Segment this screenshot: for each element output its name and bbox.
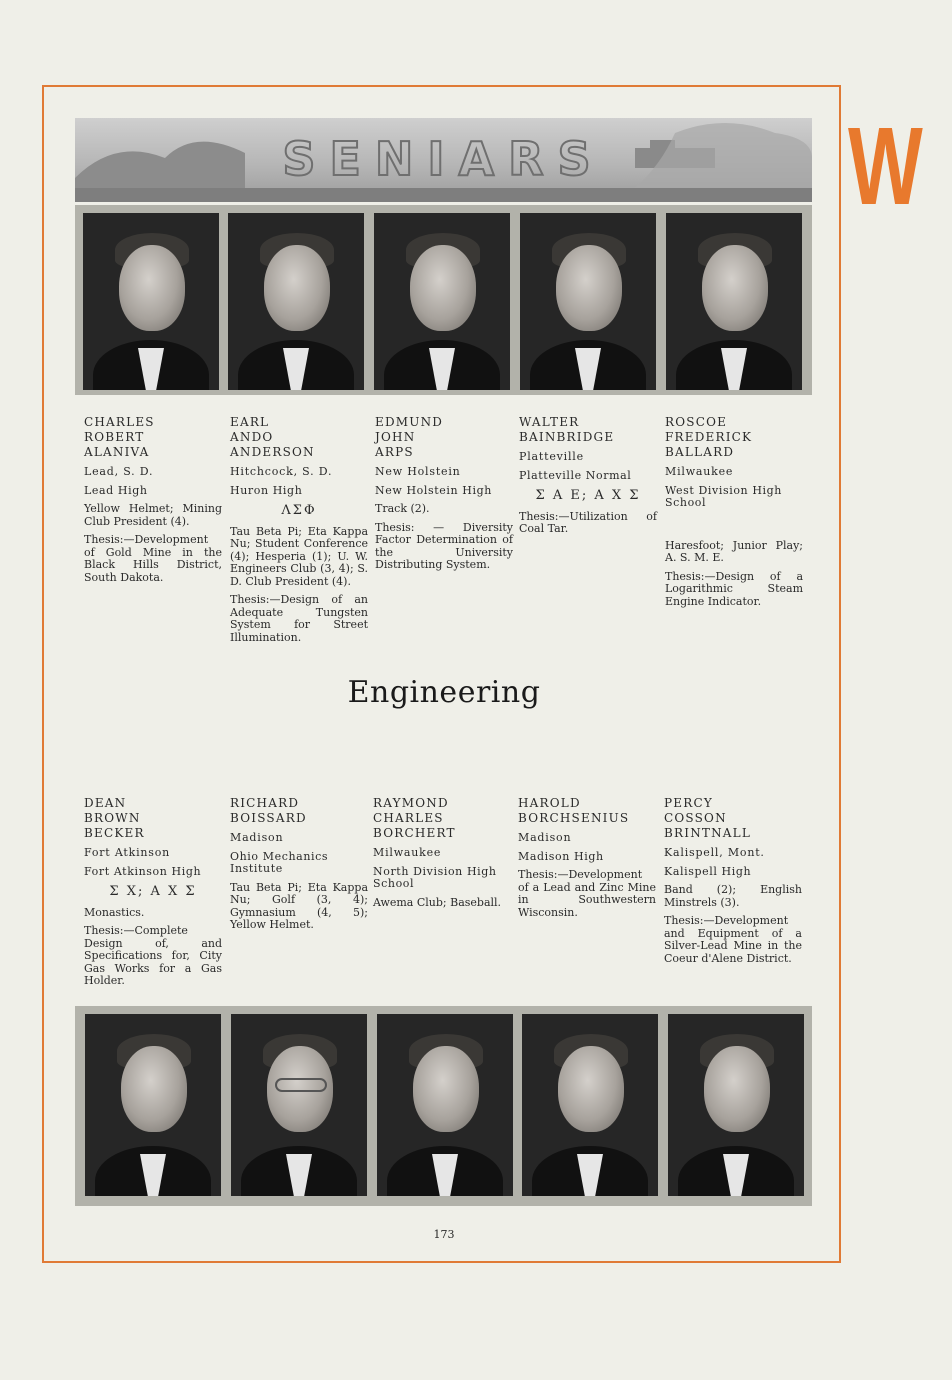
portrait-anderson (228, 213, 364, 390)
high-school: North Division High School (373, 864, 497, 890)
thesis: Thesis:—Complete Design of, and Specifications for, City Gas Works for a Gas Holder. (84, 924, 222, 987)
name-line: BAINBRIDGE (519, 430, 615, 444)
high-school: Huron High (230, 483, 303, 497)
bio-becker (84, 796, 222, 994)
portrait-alaniva (83, 213, 219, 390)
side-letter: W (848, 105, 923, 228)
hometown: Milwaukee (665, 465, 734, 478)
name-line: FREDERICK (665, 430, 753, 444)
bio-alaniva (84, 415, 222, 590)
thesis: Thesis:—Utilization of Coal Tar. (519, 509, 657, 535)
hometown: Lead, S. D. (84, 465, 154, 478)
name-line: WALTER (519, 415, 580, 429)
name-line: BORCHERT (373, 826, 456, 840)
bio-anderson (230, 415, 368, 650)
name-line: BORCHSENIUS (518, 811, 630, 825)
name-line: ARPS (375, 445, 414, 459)
portrait-arps (374, 213, 510, 390)
page-number: 173 (433, 1228, 455, 1241)
thesis: Thesis:—Development and Equipment of a Silver-Lead Mine in the Coeur d'Alene District. (664, 914, 802, 965)
activities: Tau Beta Pi; Eta Kappa Nu; Student Conference (4); Hesperia (1); U. W. Engineers Club (3, 4); S. D. Club President (4). (230, 524, 368, 588)
name-line: ROBERT (84, 430, 145, 444)
activities: Band (2); English Minstrels (3). (664, 883, 802, 909)
greek-letters: Σ Χ; Α Χ Σ (109, 884, 197, 899)
name-line: BROWN (84, 811, 141, 825)
name-line: DEAN (84, 796, 127, 810)
name-line: HAROLD (518, 796, 581, 810)
name-line: ALANIVA (84, 445, 150, 459)
thesis: Thesis:—Development of Gold Mine in the Black Hills District, South Dakota. (84, 533, 222, 584)
name-line: ANDERSON (230, 445, 315, 459)
thesis: Thesis: — Diversity Factor Determination of the University Distributing System. (375, 520, 513, 571)
name-line: BOISSARD (230, 811, 307, 825)
greek-letters: Σ Α Ε; Α Χ Σ (535, 488, 641, 503)
portrait-ballard (666, 213, 802, 390)
activities: Track (2). (375, 502, 430, 515)
name-line: EDMUND (375, 415, 444, 429)
activities: Monastics. (84, 905, 145, 919)
banner-title: SENIARS (282, 132, 605, 186)
portrait-bainbridge (520, 213, 656, 390)
name-line: JOHN (375, 430, 416, 444)
name-line: CHARLES (373, 811, 444, 825)
high-school: Lead High (84, 483, 148, 497)
bio-boissard (230, 796, 368, 938)
spectacles-icon (275, 1078, 327, 1092)
high-school: Kalispell High (664, 864, 752, 878)
high-school: West Division High School (665, 483, 782, 509)
portrait-boissard (231, 1014, 367, 1196)
high-school: Ohio Mechanics Institute (230, 849, 329, 875)
section-heading: Engineering (347, 675, 541, 710)
hometown: Madison (518, 831, 572, 844)
bio-bainbridge (519, 415, 657, 542)
name-line: EARL (230, 415, 270, 429)
name-line: ANDO (230, 430, 274, 444)
hometown: Madison (230, 831, 284, 844)
high-school: Fort Atkinson High (84, 864, 202, 878)
top-photo-strip (75, 205, 812, 395)
hometown: New Holstein (375, 465, 461, 478)
portrait-borchert (377, 1014, 513, 1196)
bio-brintnall (664, 796, 802, 971)
portrait-brintnall (668, 1014, 804, 1196)
name-line: BRINTNALL (664, 826, 752, 840)
seniors-banner (75, 118, 812, 202)
bio-borchert (373, 796, 511, 915)
hometown: Kalispell, Mont. (664, 846, 765, 859)
name-line: BECKER (84, 826, 145, 840)
thesis: Thesis:—Development of a Lead and Zinc Mine in Southwestern Wisconsin. (518, 868, 656, 919)
bio-ballard (665, 415, 803, 614)
name-line: BALLARD (665, 445, 735, 459)
thesis: Thesis:—Design of a Logarithmic Steam Engine Indicator. (665, 569, 803, 608)
name-line: PERCY (664, 796, 713, 810)
name-line: ROSCOE (665, 415, 728, 429)
bio-borchsenius (518, 796, 656, 925)
activities: Awema Club; Baseball. (373, 895, 502, 909)
hometown: Fort Atkinson (84, 846, 171, 859)
portrait-becker (85, 1014, 221, 1196)
thesis: Thesis:—Design of an Adequate Tungsten System for Street Illumination. (230, 593, 368, 644)
high-school: Platteville Normal (519, 468, 632, 482)
name-line: COSSON (664, 811, 727, 825)
name-line: RAYMOND (373, 796, 449, 810)
hometown: Hitchcock, S. D. (230, 465, 333, 478)
activities: Tau Beta Pi; Eta Kappa Nu; Golf (3, 4); Gymnasium (4, 5); Yellow Helmet. (230, 880, 368, 931)
hometown: Platteville (519, 450, 584, 463)
bottom-photo-strip (75, 1006, 812, 1206)
name-line: RICHARD (230, 796, 300, 810)
portrait-borchsenius (522, 1014, 658, 1196)
name-line: CHARLES (84, 415, 155, 429)
activities: Yellow Helmet; Mining Club President (4). (84, 502, 222, 528)
hometown: Milwaukee (373, 846, 442, 859)
high-school: New Holstein High (375, 483, 492, 497)
activities: Haresfoot; Junior Play; A. S. M. E. (665, 538, 803, 564)
high-school: Madison High (518, 849, 604, 863)
greek-letters: ΛΣΦ (281, 503, 317, 518)
bio-arps (375, 415, 513, 578)
